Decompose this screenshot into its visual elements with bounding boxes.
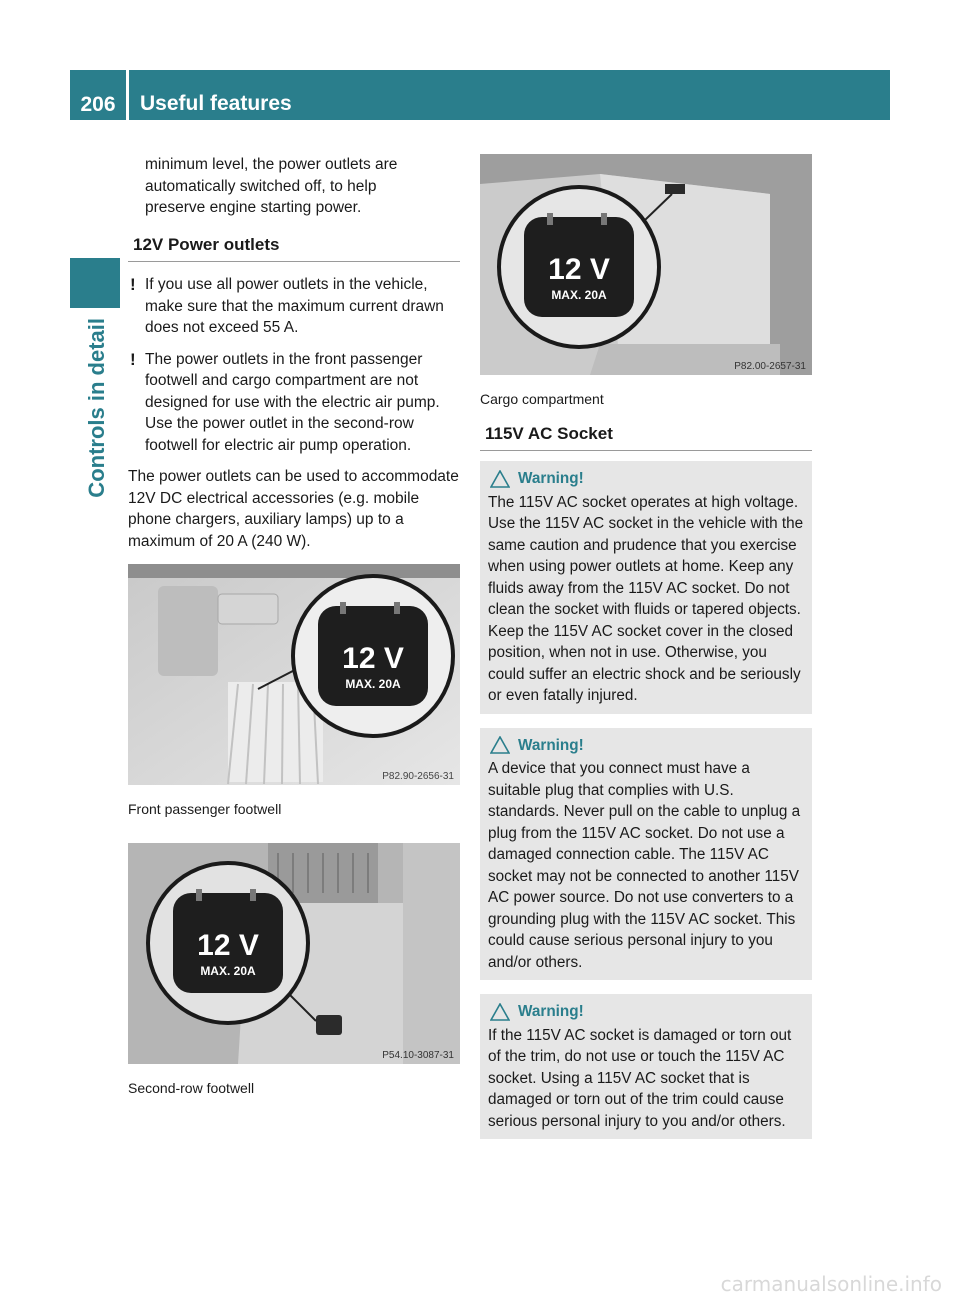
socket-rating: MAX. 20A [551,288,607,302]
warning-text: The 115V AC socket operates at high voltage. Use the 115V AC socket in the vehicle with the same caution and prudence that you exercise when using power outlets at home. Keep any fluids away from the 115V AC socket. Do not clean the socket with fluids or tapered objects. Keep the 115V AC socket cover in the closed position, when not in use. Otherwise, you could suffer an electric shock and be seriously or even fatally injured. [488,493,804,704]
header-divider [126,70,129,120]
figure-caption: Front passenger footwell [128,801,282,817]
note-text: If you use all power outlets in the vehicle, make sure that the maximum current drawn does not exceed 55 A. [145,276,444,336]
second-row-footwell-photo [128,843,460,1064]
warning-triangle-icon [490,736,510,754]
intro-line: preserve engine starting power. [145,199,362,216]
front-footwell-photo [128,564,460,785]
figure-caption: Second-row footwell [128,1079,255,1096]
warning-title: Warning! [518,470,584,487]
right-column [480,154,812,1153]
cargo-compartment-photo [480,154,812,375]
intro-line: minimum level, the power outlets are [145,156,398,173]
socket-rating: MAX. 20A [345,677,401,691]
warning-text: A device that you connect must have a suitable plug that complies with U.S. standards. Never pull on the cable to unplug a plug from the 115V AC socket. Do not use a damaged connection cable. The 115V AC socket may not be connected to another 115V AC power source. Do not use converters to a grounding plug with the 115V AC socket. This could cause serious personal injury to you and/or others. [488,760,801,971]
section-heading-115v: 115V AC Socket [480,423,812,452]
socket-label: 12 V [548,253,610,286]
left-column [128,154,460,1121]
side-tab [84,318,110,518]
warning-title: Warning! [518,736,584,754]
warning-header [488,735,804,757]
page-number: 206 [80,93,116,116]
page-title: Useful features [140,92,292,115]
watermark: carmanualsonline.info [720,1272,942,1296]
warning-header [488,468,804,490]
warning-text: If the 115V AC socket is damaged or torn out of the trim, do not use or touch the 115V AC socket. Using a 115V AC socket that is damaged or torn out of the trim could cause serious personal injury to you and/or others. [488,1026,792,1130]
note-text: The power outlets in the front passenger footwell and cargo compartment are not designed for use with the electric air pump. Use the power outlet in the second-row footwell for electric air pump operation. [145,350,440,454]
section-heading-12v: 12V Power outlets [128,234,460,263]
warning-box [480,994,812,1139]
socket-label: 12 V [342,642,404,675]
intro-line: automatically switched off, to help [145,177,377,195]
body-paragraph: The power outlets can be used to accommodate 12V DC electrical accessories (e.g. mobile phone chargers, auxiliary lamps) up to a maximum of 20 A (240 W). [128,468,459,550]
warning-box [480,728,812,981]
figure-code: P54.10-3087-31 [382,1049,454,1061]
side-tab-label: Controls in detail [84,318,109,498]
warning-triangle-icon [490,470,510,488]
caution-note [128,274,460,339]
figure-code: P82.90-2656-31 [382,771,454,782]
exclamation-icon: ! [130,275,136,294]
warning-box [480,461,812,714]
exclamation-icon: ! [130,349,136,369]
intro-text [128,154,460,219]
figure-code: P82.00-2657-31 [734,361,806,372]
warning-title: Warning! [518,1003,584,1020]
socket-rating: MAX. 20A [200,963,256,978]
warning-triangle-icon [490,1003,510,1021]
socket-label: 12 V [197,928,259,962]
caution-note [128,349,460,457]
warning-header [488,1001,804,1023]
side-tab-marker [70,258,120,308]
figure-caption: Cargo compartment [480,391,604,407]
